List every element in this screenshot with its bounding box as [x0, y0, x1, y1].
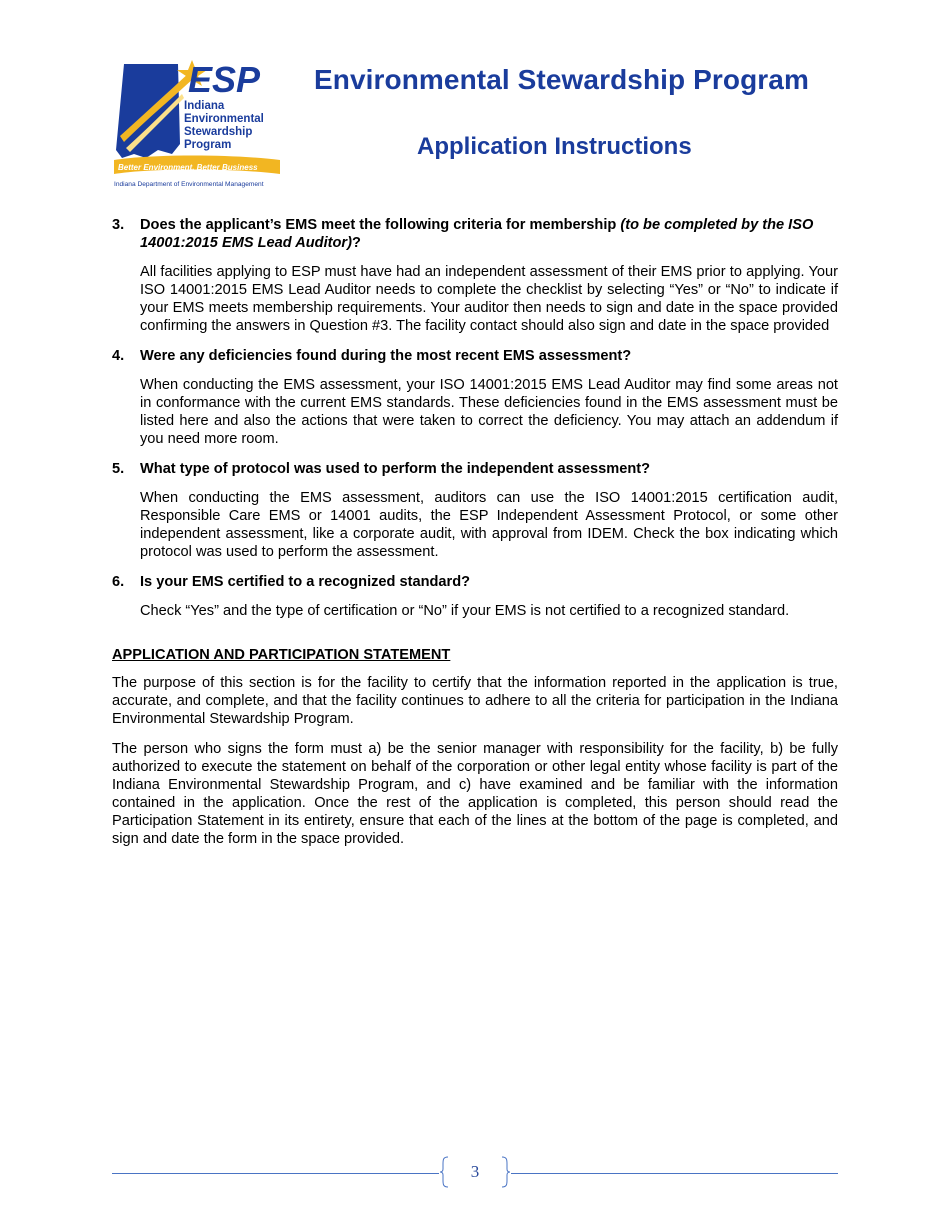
svg-text:Environmental: Environmental: [184, 113, 264, 125]
page-number: 3: [470, 1162, 480, 1181]
left-brace-icon: [439, 1156, 449, 1188]
footer-divider-left: [112, 1173, 439, 1174]
statement-paragraph-2: The person who signs the form must a) be the senior manager with responsibility for the facility, b) be fully authorized to execute the statement on behalf of the corporation or other legal entity whose facility is part of the Indiana Environmental Stewardship Program, and c) have examined and be familiar with the information contained in the application. Once the rest of the application is completed, this person should read the Participation Statement in its entirety, ensure that each of the lines at the bottom of the page is completed, and sign and date the form in the space provided.: [112, 741, 838, 847]
svg-text:Indiana: Indiana: [184, 100, 225, 112]
question-4: 4. Were any deficiencies found during the most recent EMS assessment?: [112, 348, 632, 364]
question-6: 6. Is your EMS certified to a recognized standard?: [112, 574, 471, 590]
footer-divider-right: [511, 1173, 838, 1174]
question-4-answer: When conducting the EMS assessment, your ISO 14001:2015 EMS Lead Auditor may find some areas not in conformance with the current EMS standards. These deficiencies found in the EMS assessment must be listed here and also the actions that were taken to correct the deficiency. You may attach an addendum if you need more room.: [140, 377, 838, 447]
page-footer: [112, 1156, 838, 1190]
instructions-body: [112, 216, 838, 860]
question-5: 5. What type of protocol was used to perform the independent assessment?: [112, 461, 651, 477]
statement-heading: APPLICATION AND PARTICIPATION STATEMENT: [112, 647, 451, 663]
question-5-answer: When conducting the EMS assessment, auditors can use the ISO 14001:2015 certification audit, Responsible Care EMS or 14001 audits, the ESP Independent Assessment Protocol, or some other independent assessment, like a corporate audit, with approval from IDEM. Check the box indicating which protocol was used to perform the assessment.: [140, 490, 838, 560]
svg-text:Indiana Department of Environm: Indiana Department of Environmental Management: [114, 181, 264, 188]
svg-text:Program: Program: [184, 139, 232, 151]
indiana-state-icon: [112, 58, 284, 190]
svg-text:Stewardship: Stewardship: [184, 126, 253, 138]
svg-text:Better Environment, Better Bus: Better Environment, Better Business: [118, 163, 258, 172]
right-brace-icon: [501, 1156, 511, 1188]
question-3-answer: All facilities applying to ESP must have had an independent assessment of their EMS prior to applying. Your ISO 14001:2015 EMS Lead Auditor needs to complete the checklist by selecting “Yes” or “No” to indicate if your EMS meets membership requirements. Your auditor then needs to sign and date in the space provided confirming the answers in Question #3. The facility contact should also sign and date in the space provided: [140, 264, 838, 334]
statement-paragraph-1: The purpose of this section is for the facility to certify that the information reported in the application is true, accurate, and complete, and that the facility continues to adhere to all the criteria for participation in the Indiana Environmental Stewardship Program.: [112, 675, 838, 727]
page-subtitle: Application Instructions: [417, 133, 692, 160]
esp-logo: [112, 58, 284, 190]
page-title: Environmental Stewardship Program: [314, 64, 809, 95]
question-6-answer: Check “Yes” and the type of certification or “No” if your EMS is not certified to a recognized standard.: [140, 603, 790, 619]
svg-text:ESP: ESP: [188, 59, 261, 100]
question-3: 3. Does the applicant’s EMS meet the following criteria for membership (to be completed by the ISO 14001:2015 EMS Lead Auditor)?: [112, 217, 814, 251]
